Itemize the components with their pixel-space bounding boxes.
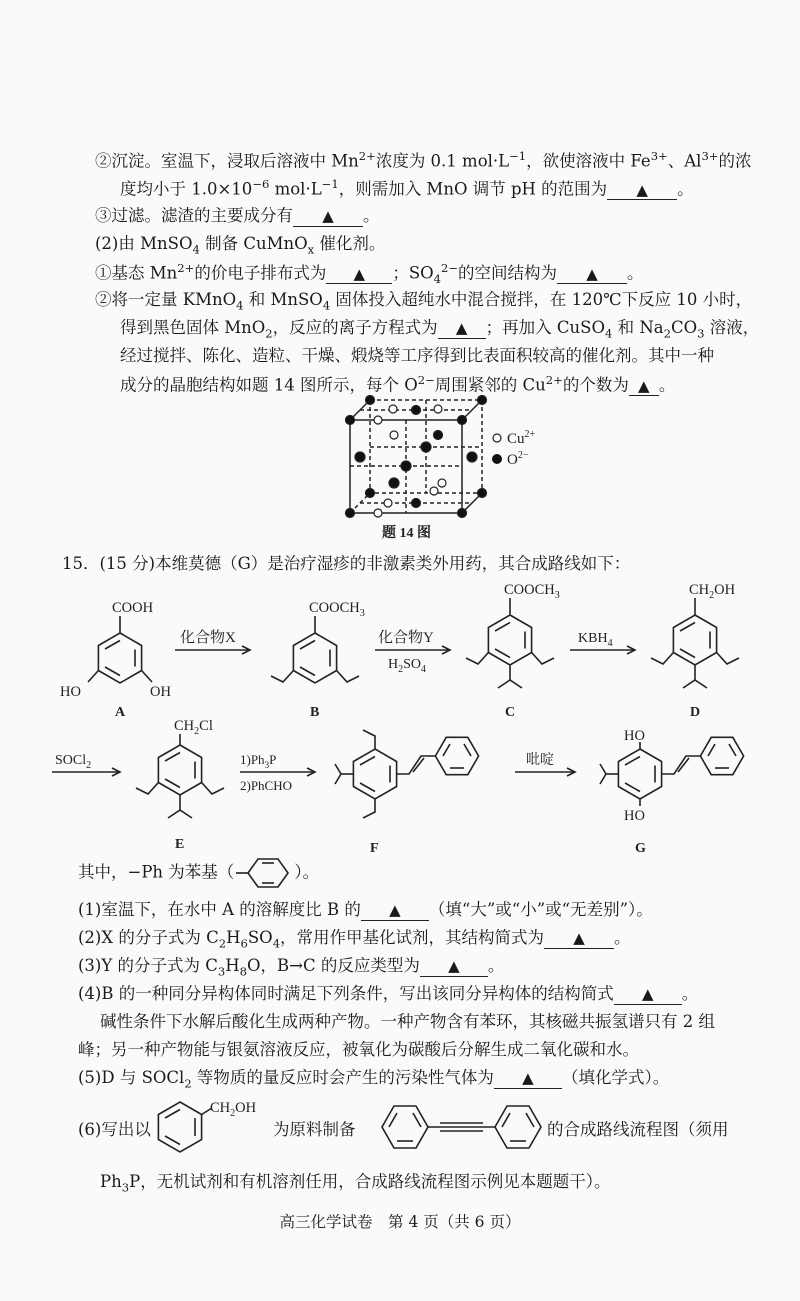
q14-step2-line1: ②沉淀。室温下，浸取后溶液中 $Mn^{2+}$浓度为 0.1 $mol\cdot L^{-1}$，欲使溶液中 $Fe^{3+}$、$Al^{3+}$的浓 — [95, 149, 752, 171]
svg-text:C: C — [505, 705, 516, 720]
q14-part2-heading: (2)由 MnSO$_4$ 制备 CuMnO$_x$ 催化剂。 — [95, 234, 386, 257]
svg-text:HO: HO — [624, 728, 645, 744]
q15-4-cond1: 碱性条件下水解后酸化生成两种产物。一种产物含有苯环，其核磁共振氢谱只有 2 组 — [100, 1012, 715, 1031]
svg-text:CH2OH: $CH_2OH$ — [689, 582, 736, 601]
synthesis-row-2 — [40, 718, 780, 856]
q14-part2-2-line3: 经过搅拌、陈化、造粒、干燥、煅烧等工序得到比表面积较高的催化剂。其中一种 — [120, 346, 714, 365]
answer-blank[interactable] — [420, 956, 488, 977]
q15-1: (1)室温下，在水中 A 的溶解度比 B 的▲ （填“大”或“小”或“无差别”）。 — [78, 900, 653, 921]
diphenylacetylene-structure — [380, 1102, 545, 1152]
svg-text:COOCH3: $COOCH_3$ — [309, 600, 365, 619]
answer-blank[interactable] — [293, 206, 363, 227]
unit-cell-figure — [330, 395, 570, 545]
svg-text:B: B — [310, 705, 320, 720]
svg-text:COOCH3: $COOCH_3$ — [504, 582, 560, 601]
svg-text:KBH4: $KBH_4$ — [578, 631, 613, 649]
compound-C — [466, 582, 560, 720]
svg-text:SOCl2: SOCl$_2$ — [55, 753, 92, 771]
q15-6-line1b: 为原料制备 — [273, 1120, 356, 1139]
page-footer: 高三化学试卷 第 4 页（共 6 页） — [279, 1213, 521, 1231]
svg-text:化合物X: 化合物X — [180, 630, 236, 646]
svg-text:Cu2+: $Cu^{2+}$ — [507, 429, 536, 447]
svg-text:吡啶: 吡啶 — [526, 753, 554, 768]
compound-B — [271, 600, 365, 720]
benzyl-alcohol-structure — [150, 1092, 270, 1162]
answer-blank[interactable] — [326, 264, 392, 285]
o-legend-marker — [492, 454, 502, 464]
svg-text:HO: HO — [60, 684, 81, 700]
answer-blank[interactable] — [494, 1068, 562, 1089]
svg-text:CH2OH: $CH_2OH$ — [210, 1100, 257, 1119]
compound-D — [651, 582, 739, 720]
phenyl-note: 其中，−Ph 为苯基（ ）。 — [78, 858, 319, 888]
q14-part2-2-line1: ②将一定量 KMnO$_4$ 和 MnSO$_4$ 固体投入超纯水中混合搅拌，在 120℃下反应 10 小时， — [95, 290, 753, 313]
cu-legend-marker — [493, 434, 501, 442]
svg-text:G: G — [635, 841, 646, 856]
q14-step3: ③过滤。滤渣的主要成分有▲ 。 — [95, 206, 380, 227]
svg-text:化合物Y: 化合物Y — [378, 630, 434, 646]
q15-3: (3)Y 的分子式为 $C_3H_8O$，B→C 的反应类型为▲ 。 — [78, 956, 504, 979]
q15-6-line1c: 的合成路线流程图（须用 — [547, 1120, 729, 1139]
q14-part2-2-line2: 得到黑色固体 MnO$_2$，反应的离子方程式为▲ ；再加入 CuSO$_4$ 和 $Na_2CO_3$ 溶液， — [120, 318, 759, 341]
q15-4-cond2: 峰；另一种产物能与银氨溶液反应，被氧化为碳酸后分解生成二氧化碳和水。 — [78, 1040, 639, 1059]
q15-4: (4)B 的一种同分异构体同时满足下列条件，写出该同分异构体的结构简式▲ 。 — [78, 984, 698, 1005]
q14-part2-1: ①基态 $Mn^{2+}$的价电子排布式为▲ ；$SO_4^{2-}$的空间结构为▲ 。 — [95, 262, 644, 287]
svg-text:F: F — [370, 841, 379, 856]
svg-text:O2−: $O^{2-}$ — [507, 450, 529, 468]
compound-F — [335, 730, 479, 856]
answer-blank[interactable] — [614, 984, 682, 1005]
compound-G — [600, 728, 744, 856]
q15-intro: 15．(15 分)本维莫德（G）是治疗湿疹的非激素类外用药，其合成路线如下： — [62, 554, 631, 573]
q15-5: (5)D 与 SOCl$_2$ 等物质的量反应时会产生的污染性气体为▲ （填化学式）。 — [78, 1068, 669, 1091]
q15-2: (2)X 的分子式为 $C_2H_6SO_4$，常用作甲基化试剂，其结构简式为▲ 。 — [78, 928, 631, 951]
compound-E — [136, 718, 224, 852]
svg-text:1)Ph3P: $1)Ph_3P$ — [240, 752, 277, 770]
svg-text:COOH: COOH — [112, 600, 154, 616]
q14-step2-line2: 度均小于 $1.0\times 10^{-6}$ $mol\cdot L^{-1}$，则需加入 MnO 调节 pH 的范围为▲ 。 — [120, 178, 694, 200]
svg-text:HO: HO — [624, 808, 645, 824]
q14-part2-2-line4: 成分的晶胞结构如题 14 图所示，每个 $O^{2-}$周围紧邻的 $Cu^{2+}$的个数为▲ 。 — [120, 374, 675, 396]
svg-text:2)PhCHO: 2)PhCHO — [240, 778, 293, 793]
svg-text:OH: OH — [150, 684, 171, 700]
svg-text:E: E — [175, 837, 185, 852]
figure-caption: 题 14 图 — [382, 526, 431, 541]
phenyl-icon — [234, 858, 294, 888]
svg-text:CH2Cl: $CH_2Cl$ — [174, 718, 213, 737]
compound-A — [60, 600, 171, 720]
svg-text:H2SO4: $H_2SO_4$ — [388, 657, 427, 675]
answer-blank[interactable] — [629, 376, 659, 397]
synthesis-row-1 — [40, 570, 780, 720]
q15-6-line1: (6)写出以 — [78, 1120, 151, 1139]
answer-blank[interactable] — [544, 928, 614, 949]
answer-blank[interactable] — [607, 180, 677, 201]
svg-text:D: D — [690, 705, 701, 720]
svg-text:A: A — [115, 705, 126, 720]
answer-blank[interactable] — [438, 318, 486, 339]
answer-blank[interactable] — [557, 264, 627, 285]
q15-6-line2: $Ph_3P$，无机试剂和有机溶剂任用，合成路线流程图示例见本题题干）。 — [100, 1172, 611, 1195]
answer-blank[interactable] — [361, 900, 429, 921]
